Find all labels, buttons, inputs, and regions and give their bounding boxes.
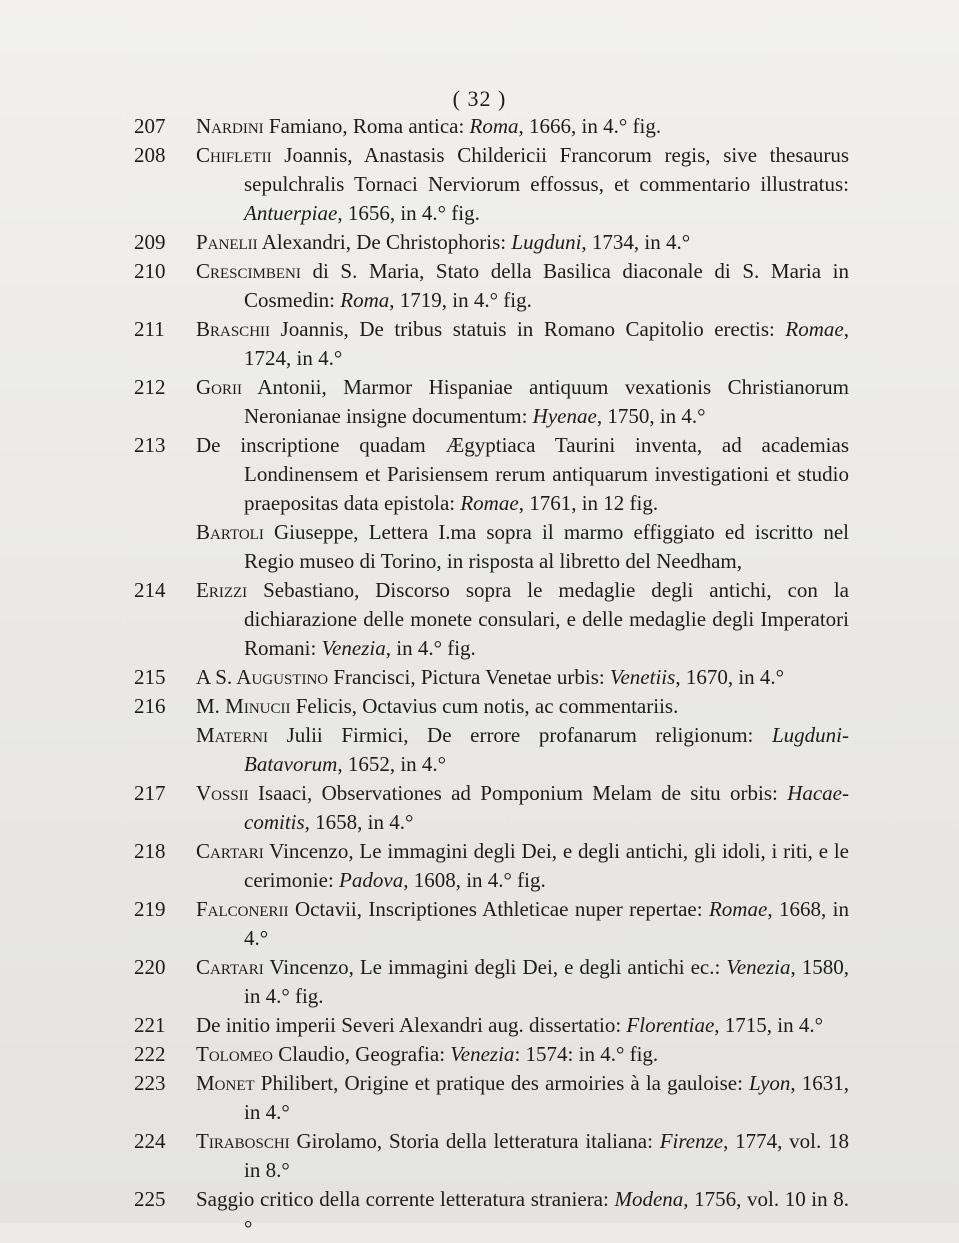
entry-details: , 1666, in 4.° fig. [518,114,662,138]
catalog-entry [0,1011,959,1040]
entry-number: 219 [134,897,166,921]
entry-title: Octavii, Inscriptiones Athleticae nuper repertae: [288,897,709,921]
entry-details: , 1670, in 4.° [675,665,785,689]
entry-title: Philibert, Origine et pratique des armoiries à la gauloise: [254,1071,750,1095]
catalog-entry [0,663,959,692]
entry-place: Roma [469,114,519,138]
catalog-entry [0,837,959,895]
entry-number: 225 [134,1187,166,1211]
entry-number: 213 [134,433,166,457]
catalog-entry [0,721,959,779]
entry-number: 207 [134,114,166,138]
entry-number: 222 [134,1042,166,1066]
entry-place: Lyon [749,1071,791,1095]
catalog-entries [0,112,959,1243]
catalog-entry [0,518,959,576]
entry-title: Claudio, Geografia: [273,1042,451,1066]
entry-details: , 1734, in 4.° [581,230,691,254]
entry-title: Joannis, Anastasis Childericii Francorum regis, sive thesaurus sepulchralis Tornaci Nerviorum effossus, et commentario illustratus: [244,143,849,196]
entry-details: , 1750, in 4.° [596,404,706,428]
entry-author: Chifletii [196,143,272,167]
entry-number: 223 [134,1071,166,1095]
entry-place: Romae [708,897,768,921]
entry-place: Lugduni-Batavorum [244,723,849,776]
entry-details: , 1715, in 4.° [714,1013,824,1037]
entry-author: Braschii [196,317,271,341]
entry-details: , 1608, in 4.° fig. [403,868,546,892]
entry-place: Roma [340,288,390,312]
entry-title: Giuseppe, Lettera I.ma sopra il marmo effiggiato ed iscritto nel Regio museo di Torino, in risposta al libretto del Needham, [244,520,849,573]
entry-author: Tiraboschi [196,1129,290,1153]
entry-number: 212 [134,375,166,399]
entry-title: De inscriptione quadam Ægyptiaca Taurini inventa, ad academias Londinensem et Parisiensem rerum antiquarum investigationi et studio praepositas data epistola: [196,433,849,515]
entry-author: Cartari [196,839,264,863]
entry-title: Sebastiano, Discorso sopra le medaglie degli antichi, con la dichiarazione delle monete consulari, e delle medaglie degli Imperatori Romani: [244,578,849,660]
catalog-entry [0,141,959,228]
entry-number: 208 [134,143,166,167]
entry-details: , 1652, in 4.° [337,752,447,776]
catalog-entry [0,692,959,721]
catalog-entry [0,1040,959,1069]
entry-details: , in 4.° fig. [385,636,476,660]
entry-author: Crescimbeni [196,259,301,283]
entry-details: , 1580, in 4.° fig. [244,955,849,1008]
catalog-entry [0,228,959,257]
entry-author: Materni [196,723,268,747]
entry-place: Lugduni [511,230,582,254]
entry-details: , 1719, in 4.° fig. [389,288,532,312]
entry-title: di S. Maria, Stato della Basilica diaconale di S. Maria in Cosmedin: [244,259,849,312]
entry-author: Falconerii [196,897,289,921]
entry-number: 216 [134,694,166,718]
entry-place: Venezia [726,955,791,979]
entry-author: Monet [196,1071,255,1095]
entry-details: , 1656, in 4.° fig. [337,201,480,225]
entry-title: Girolamo, Storia della letteratura italiana: [289,1129,660,1153]
catalog-entry [0,576,959,663]
entry-details: , 1631, in 4.° [244,1071,850,1124]
catalog-entry [0,895,959,953]
catalog-entry [0,779,959,837]
entry-details: , 1658, in 4.° [304,810,414,834]
entry-title: Felicis, Octavius cum notis, ac commentariis. [290,694,679,718]
entry-place: Firenze [659,1129,724,1153]
entry-author: A S. Augustino [196,665,329,689]
entry-place: Hacae-comitis [244,781,849,834]
entry-title: Alexandri, De Christophoris: [257,230,512,254]
entry-number: 224 [134,1129,166,1153]
entry-place: Romae [460,491,519,515]
entry-author: M. Minucii [196,694,291,718]
entry-details: , 1668, in 4.° [244,897,849,950]
entry-author: Panelii [196,230,258,254]
entry-author: Erizzi [196,578,248,602]
entry-title: Vincenzo, Le immagini degli Dei, e degli antichi ec.: [263,955,727,979]
entry-title: Saggio critico della corrente letteratura straniera: [196,1187,615,1211]
entry-place: Romae [785,317,844,341]
entry-title: De initio imperii Severi Alexandri aug. dissertatio: [196,1013,627,1037]
entry-title: Francisci, Pictura Venetae urbis: [328,665,610,689]
catalog-entry [0,431,959,518]
entry-number: 221 [134,1013,166,1037]
entry-author: Nardini [196,114,264,138]
entry-number: 210 [134,259,166,283]
catalog-entry [0,373,959,431]
entry-title: Antonii, Marmor Hispaniae antiquum vexationis Christianorum Neronianae insigne documentum: [242,375,849,428]
entry-place: Venezia [321,636,386,660]
entry-title: Vincenzo, Le immagini degli Dei, e degli antichi, gli idoli, i riti, e le cerimonie: [244,839,849,892]
entry-author: Vossii [196,781,249,805]
catalog-entry [0,1185,959,1243]
entry-place: Florentiae [626,1013,715,1037]
entry-place: Venezia [450,1042,515,1066]
entry-number: 217 [134,781,166,805]
entry-details: , 1724, in 4.° [244,317,849,370]
entry-author: Tolomeo [196,1042,273,1066]
entry-title: Joannis, De tribus statuis in Romano Capitolio erectis: [270,317,786,341]
entry-number: 220 [134,955,166,979]
entry-number: 218 [134,839,166,863]
entry-place: Padova [339,868,404,892]
catalog-entry [0,315,959,373]
entry-number: 211 [134,317,165,341]
entry-title: Julii Firmici, De errore profanarum religionum: [268,723,772,747]
entry-author: Cartari [196,955,264,979]
entry-number: 209 [134,230,166,254]
entry-place: Venetiis [609,665,676,689]
entry-number: 214 [134,578,166,602]
catalog-entry [0,953,959,1011]
entry-title: Isaaci, Observationes ad Pomponium Melam de situ orbis: [248,781,788,805]
entry-number: 215 [134,665,166,689]
entry-title: Famiano, Roma antica: [263,114,470,138]
entry-author: Bartoli [196,520,264,544]
catalog-entry [0,257,959,315]
entry-details: , 1756, vol. 10 in 8.° [244,1187,849,1240]
entry-place: Modena [614,1187,684,1211]
catalog-entry [0,112,959,141]
catalog-entry [0,1127,959,1185]
entry-author: Gorii [196,375,242,399]
page-number: ( 32 ) [452,86,507,111]
catalog-entry [0,1069,959,1127]
entry-details: , 1761, in 12 fig. [518,491,659,515]
entry-place: Hyenae [532,404,597,428]
entry-details: , 1774, vol. 18 in 8.° [244,1129,849,1182]
entry-place: Antuerpiae [244,201,338,225]
entry-details: : 1574: in 4.° fig. [514,1042,659,1066]
